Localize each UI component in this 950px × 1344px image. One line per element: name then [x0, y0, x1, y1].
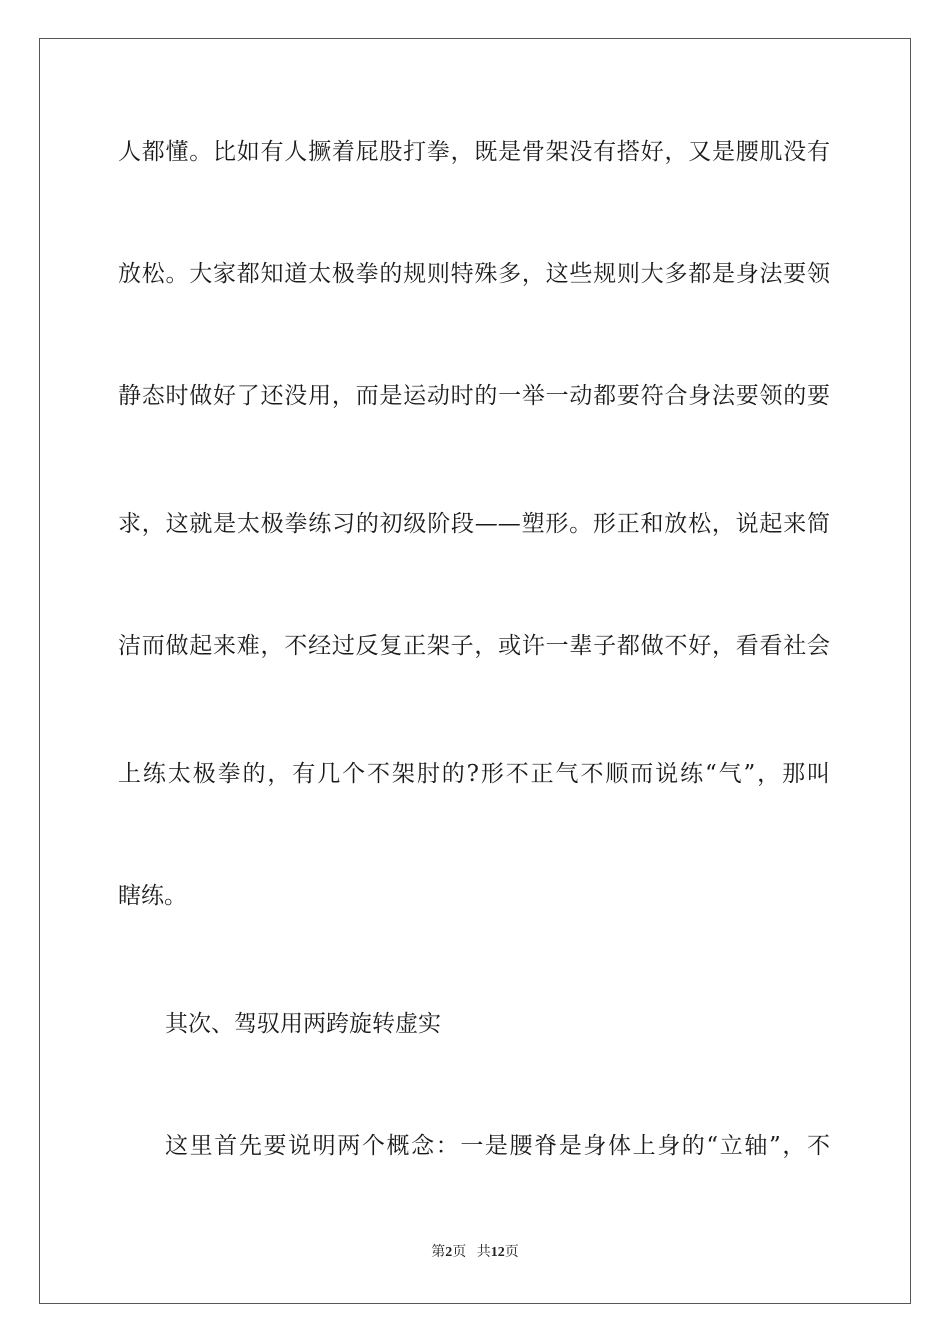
footer-total-prefix: 共 [476, 1245, 491, 1260]
footer-total-suffix: 页 [504, 1245, 519, 1260]
section-heading: 其次、驾驭用两跨旋转虚实 [165, 1011, 441, 1037]
footer-page-suffix: 页 [452, 1245, 467, 1260]
next-paragraph-line: 这里首先要说明两个概念：一是腰脊是身体上身的“立轴”，不 [165, 1133, 830, 1159]
paragraph-line-2: 放松。大家都知道太极拳的规则特殊多，这些规则大多都是身法要领 [118, 261, 830, 287]
page-footer [0, 1244, 950, 1262]
paragraph-line-7: 瞎练。 [118, 883, 187, 909]
footer-page-number: 2 [445, 1245, 453, 1260]
paragraph-line-4: 求，这就是太极拳练习的初级阶段——塑形。形正和放松，说起来简 [118, 511, 830, 537]
paragraph-line-6: 上练太极拳的，有几个不架肘的?形不正气不顺而说练“气”，那叫 [118, 761, 830, 787]
paragraph-line-1: 人都懂。比如有人撅着屁股打拳，既是骨架没有搭好，又是腰肌没有 [118, 139, 830, 165]
footer-page-prefix: 第 [431, 1245, 446, 1260]
paragraph-line-3: 静态时做好了还没用，而是运动时的一举一动都要符合身法要领的要 [118, 383, 830, 409]
footer-total-pages: 12 [490, 1245, 505, 1260]
paragraph-line-5: 洁而做起来难，不经过反复正架子，或许一辈子都做不好，看看社会 [118, 633, 830, 659]
page-border [39, 38, 911, 1304]
